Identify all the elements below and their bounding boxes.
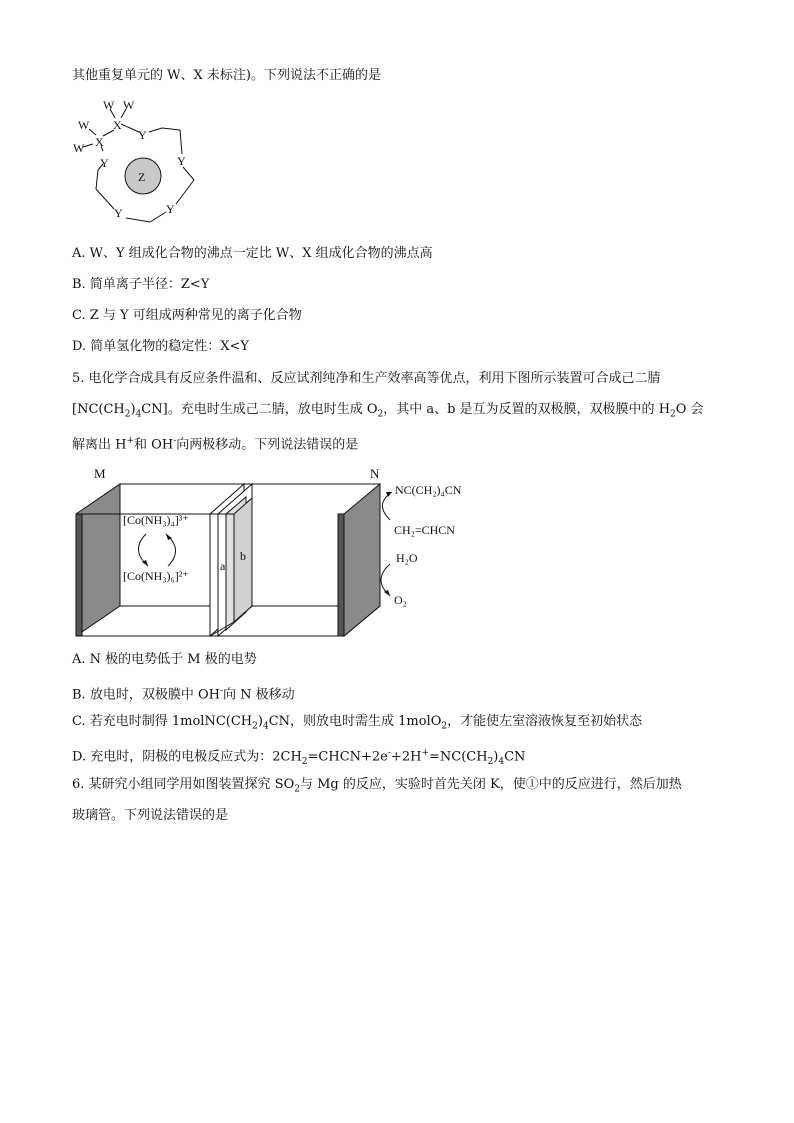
atom-y-label: Y: [100, 156, 109, 170]
q6-stem-line2: 玻璃管。下列说法错误的是: [72, 808, 229, 823]
q5-stem-line1: 5. 电化学合成具有反应条件温和、反应试剂纯净和生产效率高等优点，利用下图所示装置可合成己二腈: [72, 371, 661, 386]
q4-option-b: B. 简单离子半径：Z<Y: [72, 277, 210, 292]
water-label: H₂O: [396, 551, 418, 565]
membrane-a-label: a: [220, 559, 226, 573]
electrode-n-label: N: [370, 466, 380, 481]
adiponitrile-label: NC(CH₂)₄CN: [395, 483, 462, 497]
q4-option-c: C. Z 与 Y 可组成两种常见的离子化合物: [72, 308, 302, 323]
oxygen-label: O₂: [394, 593, 407, 607]
membrane-b-label: b: [240, 549, 246, 563]
atom-w-label: W: [123, 98, 135, 112]
q4-option-a: A. W、Y 组成化合物的沸点一定比 W、X 组成化合物的沸点高: [72, 246, 433, 261]
q5-stem-line2: $[NC(CH_2)_4CN]$。充电时生成己二腈，放电时生成 $O_2$，其中 a、b 是互为反置的双极膜，双极膜中的 $H_2O$ 会: [72, 402, 704, 420]
q5-option-a: A. N 极的电势低于 M 极的电势: [72, 652, 257, 667]
q5-option-d: D. 充电时，阴极的电极反应式为：$2CH_2=CHCN+2e^-+2H^+=NC(CH_2)_4CN$: [72, 748, 526, 767]
q5-stem-line3: 解离出 H+和 OH-向两极移动。下列说法错误的是: [72, 436, 359, 453]
electrolytic-cell-figure: [68, 462, 488, 642]
q4-intro: 其他重复单元的 W、X 未标注)。下列说法不正确的是: [72, 68, 381, 83]
cobalt-complex-top: [Co(NH₃)₄]³⁺: [123, 513, 189, 527]
q4-option-d: D. 简单氢化物的稳定性：X<Y: [72, 339, 249, 354]
atom-w-label: W: [73, 141, 85, 155]
electrode-m-label: M: [94, 466, 106, 481]
q5-option-c: C. 若充电时制得 $1molNC(CH_2)_4CN$，则放电时需生成 1molO$_2$，才能使左室溶液恢复至初始状态: [72, 714, 643, 732]
atom-w-label: W: [78, 118, 90, 132]
q5-option-b: B. 放电时，双极膜中 OH-向 N 极移动: [72, 686, 295, 703]
crown-ether-figure: [70, 94, 210, 234]
atom-w-label: W: [103, 98, 115, 112]
q6-stem-line1: 6. 某研究小组同学用如图装置探究 $SO_2$与 Mg 的反应，实验时首先关闭 K，使①中的反应进行，然后加热: [72, 777, 682, 795]
atom-x-label: X: [113, 118, 122, 132]
atom-y-label: Y: [114, 206, 123, 220]
atom-y-label: Y: [177, 154, 186, 168]
atom-z-label: Z: [138, 170, 146, 184]
atom-y-label: Y: [166, 202, 175, 216]
acrylonitrile-label: CH₂=CHCN: [394, 523, 455, 537]
cobalt-complex-bottom: [Co(NH₃)₆]²⁺: [123, 569, 189, 583]
atom-x-label: X: [95, 135, 104, 149]
atom-y-label: Y: [138, 128, 147, 142]
